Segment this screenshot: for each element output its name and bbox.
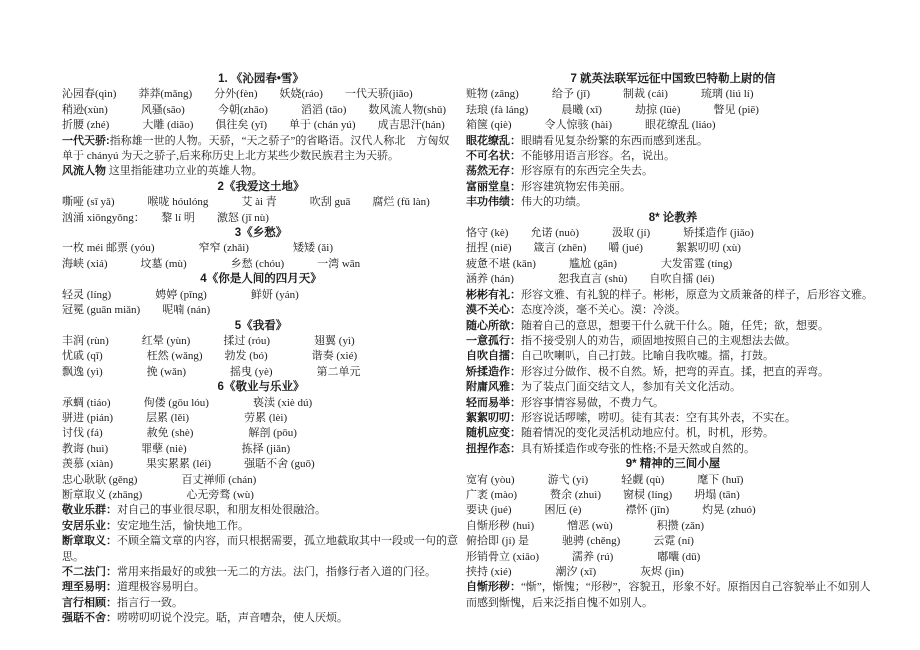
definition-term: 理至易明：: [62, 581, 117, 594]
definition-term: 附庸风雅：: [466, 381, 521, 394]
definition-term: 强聒不舍：: [62, 612, 117, 625]
definition-line: 彬彬有礼：形容文雅、有礼貌的样子。彬彬，原意为文质兼备的样子，后形容文雅。: [466, 288, 873, 301]
word-list-line: 忧戚 (qī) 枉然 (wǎng) 勃发 (bó) 谐奏 (xié): [62, 350, 358, 363]
definition-term: 轻而易举：: [466, 396, 521, 409]
definition-line: 随机应变：随着情况的变化灵活机动地应付。机，时机，形势。: [466, 427, 774, 440]
definition-term: 絮絮叨叨：: [466, 411, 521, 424]
word-list-line: 沁园春(qìn) 莽莽(mǎng) 分外(fèn) 妖娆(ráo) 一代天骄(jiāo): [62, 88, 413, 101]
word-list-line: 骈进 (pián) 层累 (lěi) 劳累 (lèi): [62, 411, 288, 424]
definition-term: 断章取义：: [62, 535, 117, 548]
definition-line: 絮絮叨叨：形容说话啰嗦，唠叨。徒有其表：空有其外表，不实在。: [466, 411, 796, 424]
word-list-line: 嘶哑 (sī yǎ) 喉咙 hóulóng 艾 ài 青 吹刮 guā 腐烂 (fǔ làn): [62, 196, 430, 209]
definition-term: 一代天骄:: [62, 134, 110, 147]
definition-line: 安居乐业：安定地生活，愉快地工作。: [62, 519, 249, 532]
definition-term: 不二法门：: [62, 566, 117, 578]
word-list-line: 飘逸 (yì) 挽 (wǎn) 摇曳 (yè) 第二单元: [62, 365, 361, 378]
word-list-line: 疲惫不堪 (kān) 尴尬 (gān) 大发雷霆 (tíng): [466, 257, 733, 270]
word-list-line: 一枚 méi 邮票 (yóu) 窄窄 (zhǎi) 矮矮 (ǎi): [62, 242, 333, 255]
definition-term: 荡然无存：: [466, 165, 521, 178]
definition-line: 强聒不舍：唠唠叨叨说个没完。聒，声音嘈杂，使人厌烦。: [62, 612, 348, 625]
word-list-line: 涵养 (hán) 恕我直言 (shù) 自吹自擂 (léi): [466, 273, 715, 286]
word-list-line: 赃物 (zāng) 给予 (jǐ) 制裁 (cái) 琉璃 (liú lí): [466, 88, 754, 101]
definition-line: 自惭形秽：“惭”，惭愧；“形秽”，容貌丑，形象不好。原指因自己容貌举止不如别人而感到惭愧，后来泛指自愧不如别人。: [466, 581, 871, 609]
word-list-line: 箱箧 (qiè) 令人惊骇 (hài) 眼花缭乱 (liáo): [466, 119, 716, 132]
word-list-line: 轻灵 (líng) 娉婷 (pīng) 鲜妍 (yán): [62, 288, 299, 301]
definition-line: 扭捏作态：具有矫揉造作或夸张的性格;不是天然或自然的。: [466, 442, 756, 455]
word-list-line: 汹涌 xiōngyǒng： 黎 lí 明 激怒 (jī nù): [62, 211, 269, 224]
definition-term: 丰功伟绩：: [466, 196, 521, 209]
word-list-line: 挟持 (xié) 潮汐 (xī) 灰烬 (jìn): [466, 566, 684, 578]
section-heading: 9* 精神的三间小屋: [625, 458, 721, 471]
definition-line: 富丽堂皇：形容建筑物宏伟美丽。: [466, 180, 631, 193]
section-heading: 3《乡愁》: [234, 227, 288, 240]
definition-term: 风流人物: [62, 165, 106, 178]
section-heading: 4《你是人间的四月天》: [200, 273, 322, 286]
word-list-line: 冠冕 (guān miǎn) 呢喃 (nán): [62, 304, 211, 317]
column-right: [466, 72, 880, 611]
word-list-line: 扭捏 (niē) 箴言 (zhēn) 嚼 (jué) 絮絮叨叨 (xù): [466, 242, 741, 255]
definition-term: 自吹自擂：: [466, 350, 521, 363]
word-list-line: 稍逊(xùn) 风骚(sāo) 今朝(zhāo) 滔滔 (tāo) 数风流人物(shǔ): [62, 103, 447, 116]
word-list-line: 宽宥 (yòu) 游弋 (yì) 轻觑 (qù) 麾下 (huī): [466, 473, 744, 486]
definition-term: 不可名状：: [466, 150, 521, 163]
definition-term: 漠不关心：: [466, 304, 521, 317]
word-list-line: 丰润 (rùn) 红晕 (yùn) 揉过 (róu) 翅翼 (yì): [62, 334, 355, 347]
definition-line: 断章取义：不顾全篇文章的内容，而只根据需要，孤立地截取其中一段或一句的意思。: [62, 535, 458, 563]
word-list-line: 珐琅 (fà láng) 晨曦 (xī) 劫掠 (lüè) 瞥见 (piē): [466, 103, 759, 116]
definition-line: 理至易明：道理极容易明白。: [62, 581, 205, 594]
definition-term: 扭捏作态：: [466, 442, 521, 455]
word-list-line: 折腰 (zhé) 大雕 (diāo) 俱往矣 (yǐ) 单于 (chán yú) 成吉思汗(hán): [62, 119, 445, 132]
section-heading: 5《我看》: [234, 319, 288, 332]
word-list-line: 自惭形秽 (huì) 憎恶 (wù) 积攒 (zǎn): [466, 519, 704, 532]
section-heading: 7 就英法联军远征中国致巴特勒上尉的信: [570, 73, 776, 85]
definition-term: 随心所欲：: [466, 319, 521, 332]
definition-line: 随心所欲：随着自己的意思，想要干什么就干什么。随，任凭；欲，想要。: [466, 319, 829, 332]
word-list-line: 断章取义 (zhāng) 心无旁骛 (wù): [62, 488, 254, 501]
word-list-line: 恪守 (kè) 允诺 (nuò) 汲取 (jí) 矫揉造作 (jiǎo): [466, 227, 754, 240]
definition-term: 敬业乐群：: [62, 504, 117, 517]
word-list-line: 海峡 (xiá) 坟墓 (mù) 乡愁 (chóu) 一湾 wān: [62, 257, 361, 270]
definition-line: 一意孤行：指不接受别人的劝告，顽固地按照自己的主观想法去做。: [466, 334, 796, 347]
definition-term: 自惭形秽：: [466, 581, 521, 594]
word-list-line: 讨伐 (fá) 赦免 (shè) 解剖 (pōu): [62, 427, 297, 440]
word-list-line: 忠心耿耿 (gěng) 百丈禅师 (chán): [62, 473, 257, 486]
section-heading: 8* 论教养: [648, 211, 698, 224]
definition-term: 眼花缭乱：: [466, 134, 521, 147]
definition-line: 敬业乐群：对自己的事业很尽职，和朋友相处很融洽。: [62, 504, 326, 517]
column-left: [62, 72, 460, 627]
definition-line: 轻而易举：形容事情容易做，不费力气。: [466, 396, 664, 409]
definition-term: 随机应变：: [466, 427, 521, 440]
word-list-line: 俯拾即 (jí) 是 驰骋 (chěng) 云霓 (ní): [466, 535, 694, 548]
definition-line: 眼花缭乱：眼睛看见复杂纷繁的东西而感到迷乱。: [466, 134, 708, 147]
definition-line: 荡然无存：形容原有的东西完全失去。: [466, 165, 653, 178]
definition-line: 一代天骄:指称雄一世的人物。天骄，“天之骄子”的省略语。汉代人称北 方匈奴单于 chányú 为天之骄子,后来称历史上北方某些少数民族君主为天骄。: [62, 134, 450, 163]
section-heading: 2《我爱这土地》: [217, 180, 305, 193]
definition-term: 富丽堂皇：: [466, 180, 521, 193]
word-list-line: 形销骨立 (xiāo) 濡养 (rú) 嘟囔 (dū): [466, 550, 701, 563]
definition-term: 矫揉造作：: [466, 365, 521, 378]
definition-line: 自吹自擂：自己吹喇叭，自己打鼓。比喻自我吹嘘。擂，打鼓。: [466, 350, 774, 363]
definition-term: 安居乐业：: [62, 519, 117, 532]
definition-term: 彬彬有礼：: [466, 288, 521, 301]
word-list-line: 教诲 (huì) 罪孽 (niè) 拣择 (jiǎn): [62, 442, 291, 455]
definition-term: 言行相顾：: [62, 596, 117, 609]
definition-line: 不可名状：不能够用语言形容。名，说出。: [466, 150, 675, 163]
definition-line: 不二法门：常用来指最好的或独一无二的方法。法门，指修行者入道的门径。: [62, 566, 436, 578]
word-list-line: 要诀 (jué) 困厄 (è) 襟怀 (jīn) 灼晃 (zhuó): [466, 504, 756, 517]
word-list-line: 承蜩 (tiáo) 佝偻 (gōu lóu) 亵渎 (xiè dú): [62, 396, 313, 409]
section-heading: 6《敬业与乐业》: [217, 381, 305, 394]
definition-line: 风流人物 这里指能建功立业的英雄人物。: [62, 165, 263, 178]
word-list-line: 广袤 (mào) 赘余 (zhuì) 窗棂 (líng) 坍塌 (tān): [466, 488, 740, 501]
definition-line: 矫揉造作：形容过分做作、极不自然。矫，把弯的弄直。揉，把直的弄弯。: [466, 365, 829, 378]
definition-line: 漠不关心：态度冷淡，毫不关心。漠：冷淡。: [466, 304, 686, 317]
section-heading: 1. 《沁园春•雪》: [218, 73, 304, 85]
definition-term: 一意孤行：: [466, 334, 521, 347]
definition-line: 丰功伟绩：伟大的功绩。: [466, 196, 587, 209]
definition-line: 言行相顾：指言行一致。: [62, 596, 183, 609]
word-list-line: 羡慕 (xiàn) 果实累累 (léi) 强聒不舍 (guō): [62, 458, 315, 471]
definition-line: 附庸风雅：为了装点门面交结文人，参加有关文化活动。: [466, 381, 741, 394]
